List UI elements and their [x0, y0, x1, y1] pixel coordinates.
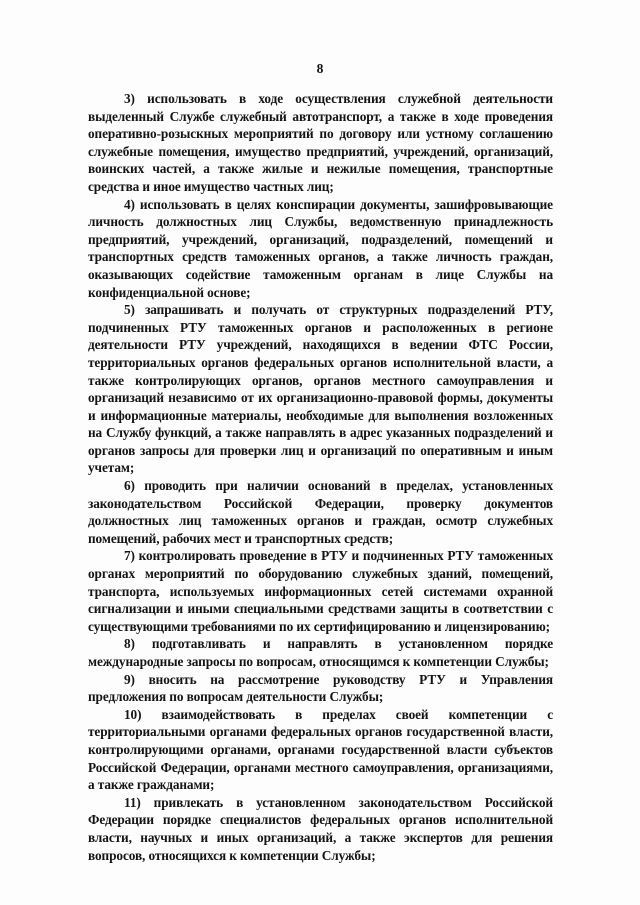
paragraph-item-8: 8) подготавливать и направлять в установленном порядке международные запросы по вопросам, относящимся к компетенции Службы; [88, 636, 553, 669]
paragraph-item-11: 11) привлекать в установленном законодательством Российской Федерации порядке специалистов федеральных органов исполнительной власти, научных и иных организаций, а также экспертов для решения вопросов, относящихся к компетенции Службы; [88, 794, 553, 863]
paragraph-item-5: 5) запрашивать и получать от структурных подразделений РТУ, подчиненных РТУ таможенных органов и расположенных в регионе деятельности РТУ учреждений, находящихся в ведении ФТС России, территориальных органов федеральных органов исполнительной власти, а также контролирующих органов, органов местного самоуправления и организаций независимо от их организационно-правовой формы, документы и информационные материалы, необходимые для выполнения возложенных на Службу функций, а также направлять в адрес указанных подразделений и органов запросы для проверки лиц и организаций по оперативным и иным учетам; [88, 302, 553, 476]
page-number: 8 [316, 61, 324, 76]
paragraph-item-7: 7) контролировать проведение в РТУ и подчиненных РТУ таможенных органах мероприятий по оборудованию служебных зданий, помещений, транспорта, используемых информационных сетей системами охранной сигнализации и иными специальными средствами защиты в соответствии с существующими требованиями по их сертифицированию и лицензированию; [88, 548, 553, 634]
document-body [88, 90, 553, 864]
paragraph-item-3: 3) использовать в ходе осуществления служебной деятельности выделенный Службе служебный автотранспорт, а также в ходе проведения оперативно-розыскных мероприятий по договору или устному соглашению служебные помещения, имущество предприятий, учреждений, организаций, воинских частей, а также жилые и нежилые помещения, транспортные средства и иное имущество частных лиц; [88, 91, 553, 194]
paragraph-item-9: 9) вносить на рассмотрение руководству РТУ и Управления предложения по вопросам деятельности Службы; [88, 671, 553, 705]
paragraph-item-6: 6) проводить при наличии оснований в пределах, установленных законодательством Российской Федерации, проверку документов должностных лиц таможенных органов и граждан, осмотр служебных помещений, рабочих мест и транспортных средств; [88, 478, 553, 546]
paragraph-item-10: 10) взаимодействовать в пределах своей компетенции с территориальными органами федеральных органов государственной власти, контролирующими органами, органами государственной власти субъектов Российской Федерации, органами местного самоуправления, организациями, а также гражданами; [88, 706, 553, 793]
paragraph-item-4: 4) использовать в целях конспирации документы, зашифровывающие личность должностных лиц Службы, ведомственную принадлежность предприятий, учреждений, организаций, подразделений, помещений и транспортных средств таможенных органов, а также личность граждан, оказывающих содействие таможенным органам в лице Службы на конфиденциальной основе; [88, 196, 553, 300]
